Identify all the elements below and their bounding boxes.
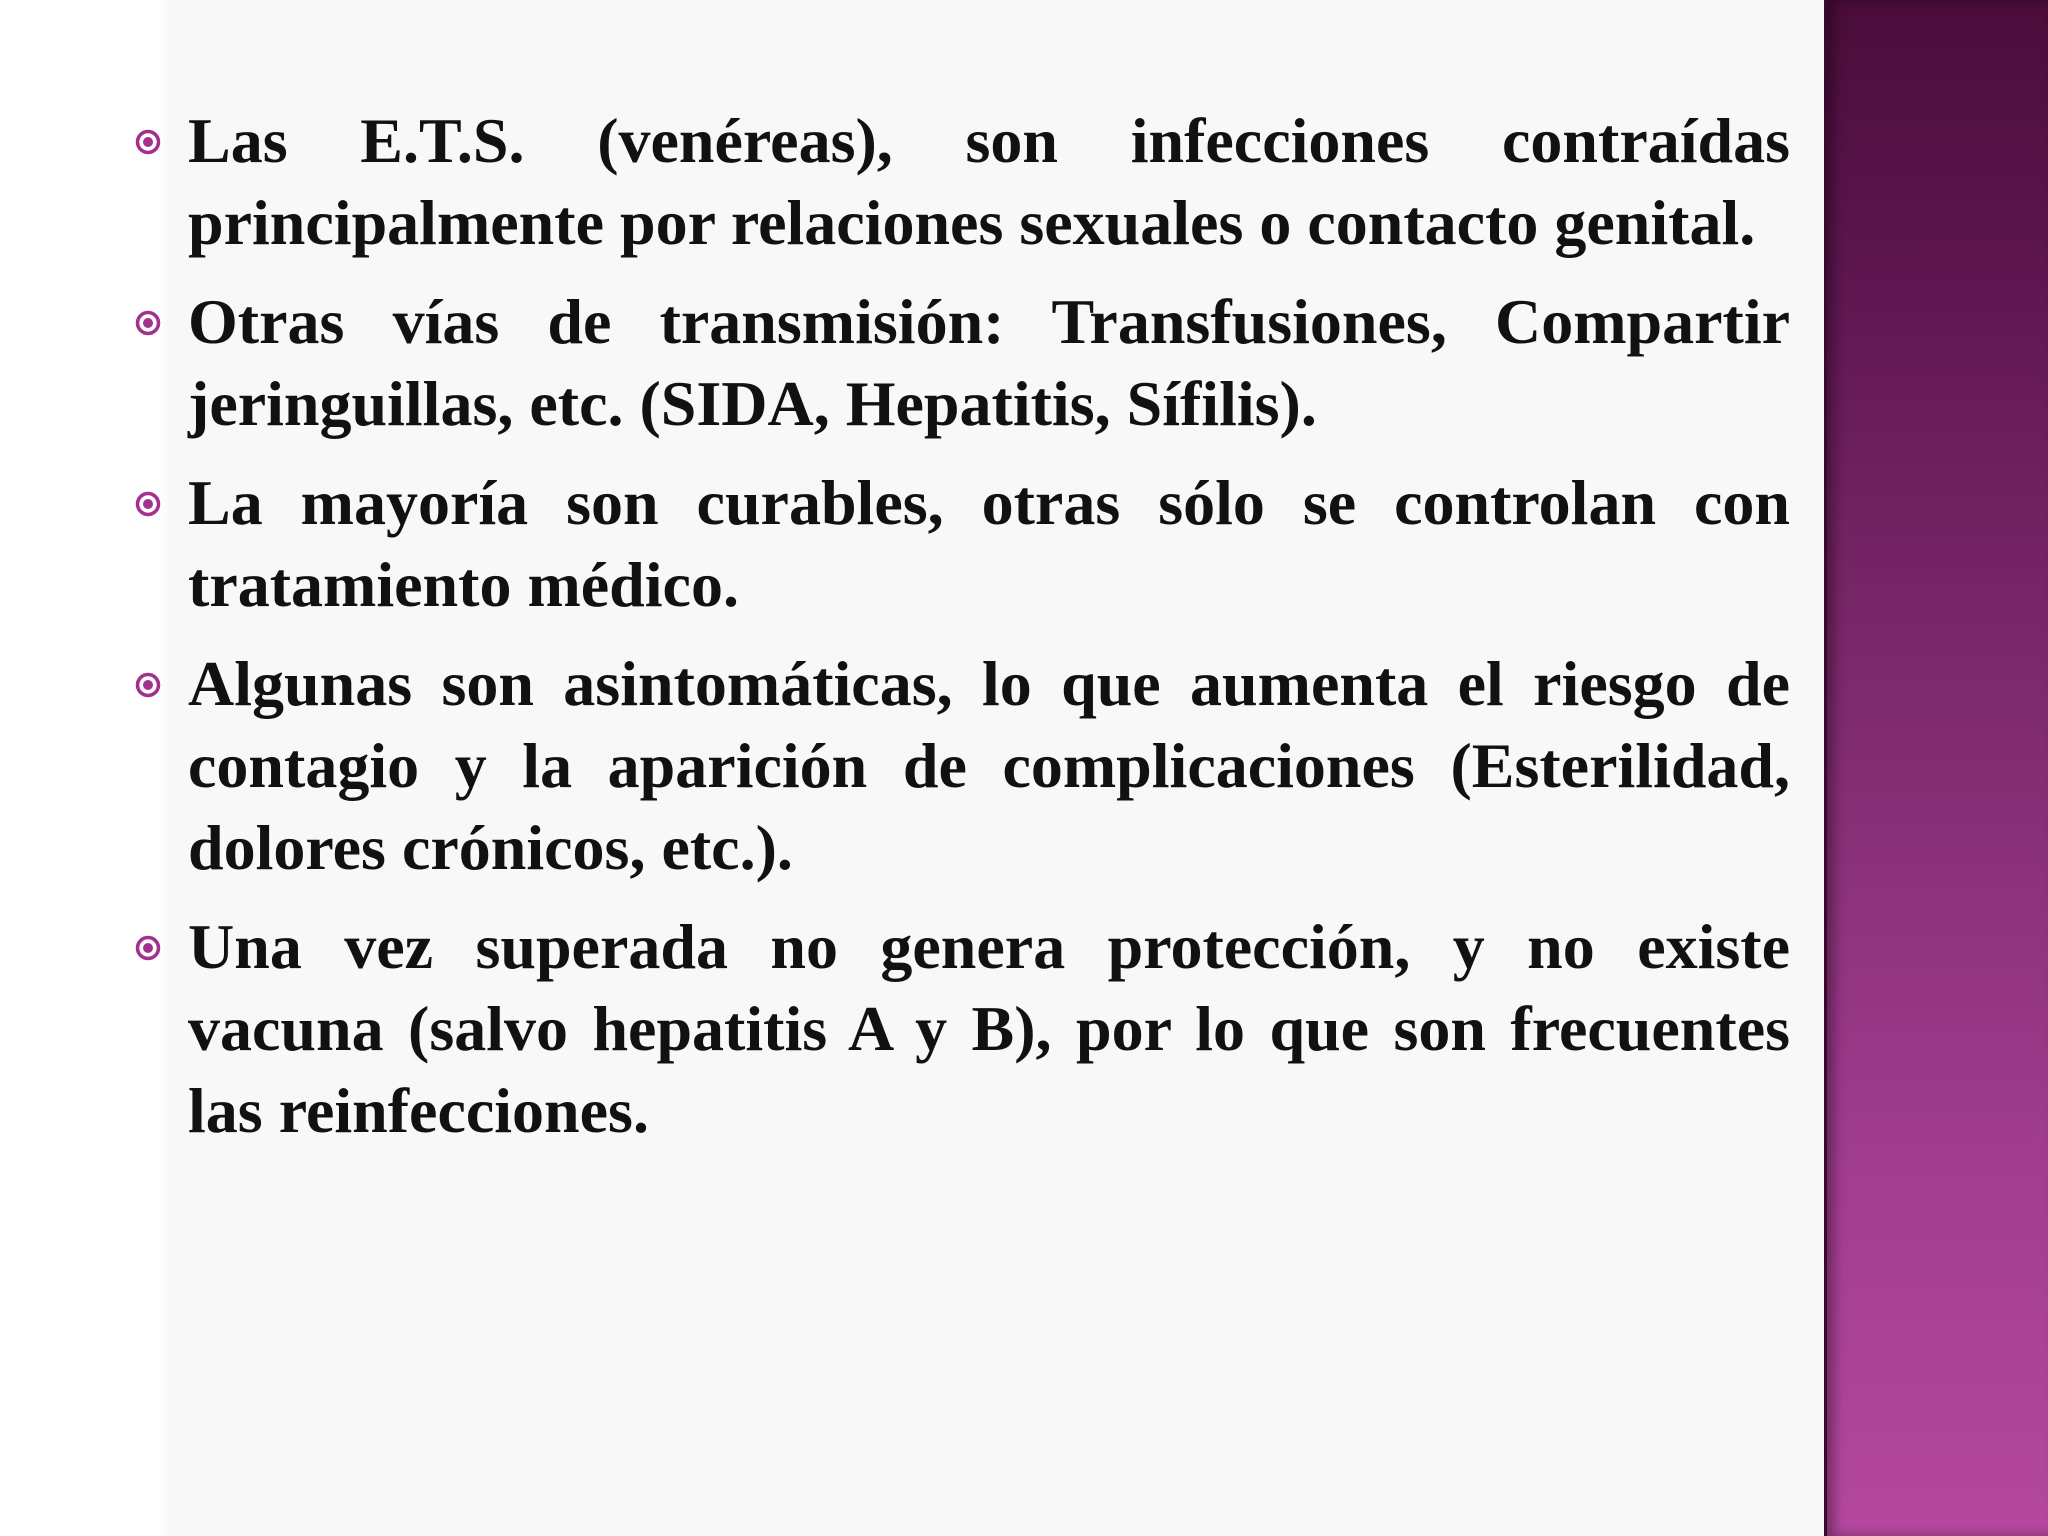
circled-dot-icon: [135, 491, 161, 517]
bullet-text: La mayoría son curables, otras sólo se controlan con tratamiento médico.: [188, 467, 1790, 620]
bullet-list: [128, 100, 1790, 1169]
side-band-edge: [1824, 0, 1827, 1536]
circled-dot-icon: [135, 310, 161, 336]
bullet-text: Una vez superada no genera protección, y no existe vacuna (salvo hepatitis A y B), por lo que son frecuentes las reinfecciones.: [188, 911, 1790, 1146]
list-item: [128, 906, 1790, 1152]
bullet-text: Algunas son asintomáticas, lo que aumenta el riesgo de contagio y la aparición de complicaciones (Esterilidad, dolores crónicos, etc.).: [188, 648, 1790, 883]
decorative-side-band: [1824, 0, 2048, 1536]
list-item: [128, 100, 1790, 264]
list-item: [128, 462, 1790, 626]
bullet-text: Las E.T.S. (venéreas), son infecciones contraídas principalmente por relaciones sexuales o contacto genital.: [188, 105, 1790, 258]
list-item: [128, 281, 1790, 445]
bullet-text: Otras vías de transmisión: Transfusiones, Compartir jeringuillas, etc. (SIDA, Hepatitis, Sífilis).: [188, 286, 1790, 439]
circled-dot-icon: [135, 935, 161, 961]
circled-dot-icon: [135, 672, 161, 698]
list-item: [128, 643, 1790, 889]
circled-dot-icon: [135, 129, 161, 155]
